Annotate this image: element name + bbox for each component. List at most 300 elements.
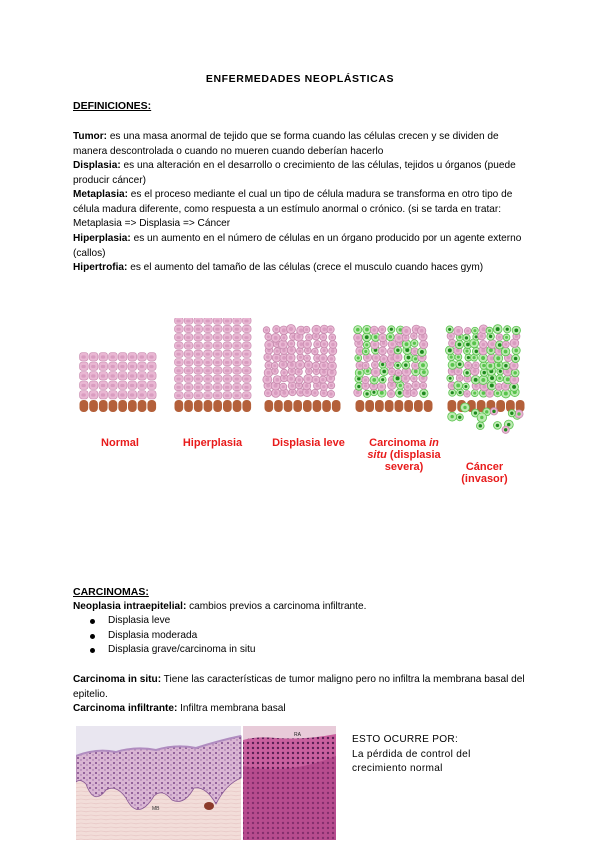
cell-nucleus [464, 385, 467, 388]
cell-nucleus [330, 357, 333, 360]
definition-metaplasia [73, 188, 533, 232]
cell-nucleus [225, 361, 229, 364]
cell-nucleus [404, 336, 407, 339]
definition-text: es un aumento en el número de células en un órgano producido por un agente externo (callos) [73, 233, 522, 259]
cell-nucleus [235, 353, 239, 356]
cell-nucleus [414, 364, 417, 367]
cell-nucleus [275, 378, 279, 382]
caption-invasor-word: (invasor) [461, 473, 508, 485]
cell-nucleus [266, 355, 270, 359]
cell-nucleus [504, 343, 507, 346]
cell-nucleus [398, 391, 402, 395]
cell-nucleus [504, 364, 507, 367]
cell-nucleus [466, 392, 469, 395]
neoplasia-text: cambios previos a carcinoma infiltrante. [186, 601, 367, 612]
cell-nucleus [390, 342, 394, 346]
cell-nucleus [306, 357, 309, 360]
caption-cancer-invasor [447, 461, 522, 485]
cell-nucleus [186, 361, 190, 364]
cell-nucleus [506, 370, 510, 374]
cell-nucleus [396, 355, 400, 359]
cell-nucleus [130, 355, 134, 358]
cell-nucleus [273, 364, 276, 367]
side-note-line: La pérdida de control del [352, 748, 471, 760]
cell-nucleus [322, 327, 326, 331]
cell-nucleus [451, 341, 454, 344]
cell-nucleus [381, 363, 384, 366]
cell-nucleus [281, 342, 285, 346]
cell-nucleus [472, 356, 475, 359]
cell-nucleus [307, 370, 310, 373]
cell-nucleus [265, 378, 269, 382]
cell-nucleus [206, 378, 210, 381]
carcinoma-infiltrante-definition [73, 702, 533, 717]
basal-cell [147, 400, 156, 412]
cell-nucleus [244, 328, 248, 331]
cell-nucleus [235, 344, 239, 347]
cell-nucleus [497, 385, 500, 388]
basal-cell [448, 400, 457, 412]
cell-nucleus [267, 364, 270, 367]
cell-nucleus [196, 353, 200, 356]
basal-cell [204, 400, 213, 412]
cell-nucleus [149, 374, 153, 377]
cell-nucleus [497, 363, 501, 367]
cell-nucleus [274, 370, 277, 373]
cell-nucleus [140, 374, 144, 377]
cell-nucleus [466, 377, 469, 380]
cell-nucleus [496, 356, 500, 360]
definition-label: Hipertrofia: [73, 262, 128, 273]
cell-nucleus [396, 349, 399, 352]
cell-nucleus [140, 355, 144, 358]
cell-nucleus [422, 384, 425, 387]
cell-nucleus [282, 376, 285, 379]
neoplasia-label: Neoplasia intraepitelial: [73, 601, 187, 612]
cell-nucleus [235, 328, 239, 331]
cell-nucleus [382, 357, 385, 360]
cell-nucleus [225, 336, 229, 339]
cell-nucleus [405, 342, 409, 346]
cell-nucleus [488, 329, 491, 332]
cell-nucleus [449, 377, 452, 380]
basal-cell [365, 400, 374, 412]
cell-nucleus [316, 343, 319, 346]
cell-nucleus [314, 335, 317, 338]
dysplasia-bullet-list [90, 614, 256, 658]
basal-cell [404, 400, 413, 412]
definition-text: es el aumento del tamaño de las células (crece el musculo cuando haces gym) [127, 262, 484, 273]
bullet-dot [90, 634, 95, 639]
cell-nucleus [356, 391, 360, 395]
cell-nucleus [81, 384, 85, 387]
cell-nucleus [366, 369, 369, 372]
blood-cell [204, 802, 214, 810]
cell-nucleus [412, 335, 415, 338]
side-note-heading: ESTO OCURRE POR: [352, 734, 459, 745]
cell-nucleus [244, 386, 248, 389]
cell-nucleus [365, 343, 368, 346]
cell-nucleus [322, 342, 325, 345]
caption-in-word: in [429, 437, 439, 449]
cell-nucleus [225, 378, 229, 381]
cell-nucleus [206, 319, 210, 322]
cell-nucleus [130, 384, 134, 387]
cell-nucleus [215, 386, 219, 389]
cell-nucleus [330, 384, 333, 387]
cell-nucleus [299, 356, 302, 359]
cell-nucleus [358, 349, 362, 353]
cell-nucleus [186, 394, 190, 397]
cell-nucleus [91, 374, 95, 377]
cell-nucleus [101, 384, 105, 387]
cell-nucleus [130, 374, 134, 377]
basal-cell [109, 400, 118, 412]
cell-nucleus [372, 378, 376, 382]
cell-nucleus [215, 353, 219, 356]
cell-nucleus [307, 363, 311, 367]
cell-nucleus [289, 327, 293, 331]
cell-nucleus [504, 391, 508, 395]
cell-nucleus [496, 327, 500, 331]
cell-nucleus [329, 392, 332, 395]
cell-nucleus [149, 384, 153, 387]
cell-nucleus [186, 319, 190, 322]
basal-cell [89, 400, 98, 412]
cell-nucleus [358, 364, 362, 368]
cell-nucleus [176, 394, 180, 397]
cell-nucleus [282, 391, 286, 395]
cell-nucleus [356, 328, 360, 332]
cell-nucleus [481, 378, 485, 382]
cell-nucleus [290, 348, 294, 352]
cell-nucleus [206, 344, 210, 347]
cell-nucleus [291, 391, 294, 394]
cell-nucleus [196, 369, 200, 372]
cell-nucleus [514, 357, 518, 361]
cell-nucleus [215, 378, 219, 381]
cell-nucleus [406, 385, 409, 388]
cell-nucleus [498, 336, 501, 339]
cell-nucleus [316, 384, 320, 388]
basal-cell [223, 400, 232, 412]
basal-cell [274, 400, 283, 412]
cell-nucleus [235, 394, 239, 397]
cell-nucleus [321, 356, 325, 360]
cell-nucleus [299, 329, 303, 333]
cell-nucleus [322, 335, 325, 338]
cell-nucleus [473, 329, 476, 332]
basal-cell [293, 400, 302, 412]
cell-nucleus [331, 343, 335, 347]
cell-nucleus [482, 391, 486, 395]
cell-nucleus [176, 344, 180, 347]
cell-nucleus [512, 385, 516, 389]
cell-nucleus [473, 392, 476, 395]
cell-nucleus [323, 349, 326, 352]
list-item-text: Displasia leve [108, 615, 171, 626]
cell-nucleus [149, 393, 153, 396]
cell-nucleus [480, 416, 483, 419]
carcinomas-heading: CARCINOMAS: [73, 586, 149, 598]
insitu-text: Tiene las características de tumor maligno pero no infiltra la membrana basal del epitelio. [73, 674, 525, 700]
cell-nucleus [390, 328, 393, 331]
cell-nucleus [176, 336, 180, 339]
definition-text: es el proceso mediante el cual un tipo de célula madura se transforma en otro tipo de célula madura diferente, como respuesta a un estímulo anormal o crónico. (si se tarda en tratar: Metaplasia => Displasia => Cáncer [73, 189, 513, 230]
cell-nucleus [507, 356, 511, 360]
cell-nucleus [374, 370, 378, 374]
cell-nucleus [244, 378, 248, 381]
cell-nucleus [405, 391, 409, 395]
cell-nucleus [465, 371, 468, 374]
basal-cell [99, 400, 108, 412]
side-note-line: crecimiento normal [352, 763, 443, 775]
cell-nucleus [91, 355, 95, 358]
cell-nucleus [512, 378, 516, 382]
cell-nucleus [235, 369, 239, 372]
cell-nucleus [299, 391, 302, 394]
cell-nucleus [322, 391, 325, 394]
cell-nucleus [130, 365, 134, 368]
cell-nucleus [235, 319, 239, 322]
cell-nucleus [482, 371, 485, 374]
cell-nucleus [465, 336, 468, 339]
basal-cell [284, 400, 293, 412]
cell-nucleus [505, 336, 508, 339]
definition-label: Displasia: [73, 160, 121, 171]
cell-nucleus [475, 350, 478, 353]
cell-nucleus [414, 370, 418, 374]
cell-nucleus [504, 350, 508, 354]
cell-nucleus [474, 411, 477, 414]
cell-nucleus [101, 393, 105, 396]
bullet-dot [90, 648, 95, 653]
cell-nucleus [474, 384, 478, 388]
cell-nucleus [206, 336, 210, 339]
cell-nucleus [305, 328, 308, 331]
list-item-text: Displasia moderada [108, 629, 198, 641]
cell-nucleus [381, 328, 384, 331]
cell-nucleus [101, 355, 105, 358]
basal-cell [118, 400, 127, 412]
cell-nucleus [474, 364, 477, 367]
basal-cell [138, 400, 147, 412]
basal-cell [356, 400, 365, 412]
cell-nucleus [215, 344, 219, 347]
cell-nucleus [414, 384, 418, 388]
cell-nucleus [407, 356, 411, 360]
cell-nucleus [186, 386, 190, 389]
cell-nucleus [513, 371, 516, 374]
cell-nucleus [474, 378, 478, 382]
cell-nucleus [364, 350, 367, 353]
cell-nucleus [120, 365, 124, 368]
cell-nucleus [290, 384, 294, 388]
cell-nucleus [472, 341, 476, 345]
cell-nucleus [496, 424, 499, 427]
cell-nucleus [140, 384, 144, 387]
micrograph-right [243, 726, 336, 840]
cell-nucleus [275, 328, 278, 331]
cell-nucleus [399, 384, 402, 387]
cell-nucleus [282, 385, 285, 388]
cell-nucleus [299, 342, 303, 346]
cell-nucleus [235, 336, 239, 339]
cell-nucleus [267, 343, 271, 347]
cell-nucleus [381, 378, 384, 381]
definition-label: Hiperplasia: [73, 233, 131, 244]
cell-nucleus [473, 369, 477, 373]
cell-nucleus [488, 391, 492, 395]
cell-nucleus [506, 328, 509, 331]
cell-nucleus [466, 343, 470, 347]
cell-nucleus [365, 328, 369, 332]
cell-nucleus [456, 349, 460, 353]
cell-nucleus [450, 415, 453, 418]
list-item [90, 643, 256, 658]
cell-nucleus [365, 335, 369, 339]
basal-cell [80, 400, 89, 412]
cell-nucleus [504, 428, 507, 431]
cell-nucleus [514, 349, 518, 353]
cell-nucleus [512, 364, 516, 368]
cell-nucleus [196, 394, 200, 397]
epithelium-micrographs [76, 726, 336, 840]
cell-nucleus [225, 386, 229, 389]
cell-nucleus [186, 378, 190, 381]
cell-nucleus [412, 377, 415, 380]
cell-nucleus [244, 394, 248, 397]
cell-nucleus [322, 363, 326, 367]
cell-nucleus [101, 365, 105, 368]
cell-nucleus [306, 377, 310, 381]
cell-nucleus [81, 355, 85, 358]
cell-nucleus [196, 344, 200, 347]
cell-nucleus [196, 336, 200, 339]
cell-nucleus [422, 392, 426, 396]
cell-nucleus [225, 353, 229, 356]
cell-nucleus [81, 365, 85, 368]
cell-nucleus [206, 386, 210, 389]
cell-nucleus [206, 328, 210, 331]
definition-hipertrofia [73, 261, 533, 276]
cell-nucleus [458, 416, 461, 419]
cell-nucleus [297, 335, 301, 339]
cell-nucleus [492, 410, 495, 413]
cell-nucleus [512, 341, 516, 345]
cell-nucleus [186, 353, 190, 356]
cell-nucleus [275, 342, 278, 345]
cell-nucleus [490, 342, 494, 346]
cell-nucleus [331, 349, 335, 353]
cell-nucleus [420, 329, 424, 333]
cell-nucleus [130, 393, 134, 396]
cell-nucleus [397, 336, 401, 340]
cell-nucleus [149, 355, 153, 358]
caption-normal: Normal [101, 437, 139, 449]
cell-nucleus [422, 343, 426, 347]
definition-displasia [73, 159, 533, 188]
cell-nucleus [357, 385, 360, 388]
definition-label: Metaplasia: [73, 189, 128, 200]
page-title: ENFERMEDADES NEOPLÁSTICAS [205, 73, 395, 85]
cell-nucleus [215, 361, 219, 364]
definition-text: es una masa anormal de tejido que se forma cuando las células crecen y se dividen de manera descontrolada o cuando no mueren cuando deberían hacerlo [73, 131, 499, 157]
cell-nucleus [176, 361, 180, 364]
cell-nucleus [482, 364, 485, 367]
cell-nucleus [235, 378, 239, 381]
cell-nucleus [448, 348, 452, 352]
cell-nucleus [282, 336, 285, 339]
cell-nucleus [215, 319, 219, 322]
basal-cell [414, 400, 423, 412]
cell-nucleus [380, 385, 384, 389]
basal-cell [375, 400, 384, 412]
basal-cell [313, 400, 322, 412]
basal-cell [233, 400, 242, 412]
cell-nucleus [225, 319, 229, 322]
cell-nucleus [176, 328, 180, 331]
basal-cell [424, 400, 433, 412]
neoplasia-intraepitelial [73, 600, 533, 615]
cell-nucleus [225, 394, 229, 397]
cell-nucleus [215, 328, 219, 331]
cell-nucleus [449, 334, 452, 337]
cell-nucleus [81, 374, 85, 377]
cell-nucleus [215, 394, 219, 397]
cell-nucleus [467, 356, 470, 359]
cell-nucleus [196, 378, 200, 381]
cell-nucleus [281, 363, 285, 367]
cell-nucleus [366, 356, 370, 360]
cell-nucleus [266, 392, 269, 395]
basal-cell [395, 400, 404, 412]
cell-nucleus [274, 391, 278, 395]
basal-cell [265, 400, 274, 412]
cell-nucleus [364, 384, 367, 387]
cell-nucleus [382, 370, 386, 374]
infiltrante-label: Carcinoma infiltrante: [73, 703, 178, 714]
cell-nucleus [465, 349, 468, 352]
cell-nucleus [276, 350, 279, 353]
cell-nucleus [364, 364, 367, 367]
cell-nucleus [331, 336, 334, 339]
cell-nucleus [305, 390, 309, 394]
cell-nucleus [507, 423, 510, 426]
cell-nucleus [91, 384, 95, 387]
cell-nucleus [298, 363, 302, 367]
cell-nucleus [388, 363, 391, 366]
cell-nucleus [305, 342, 309, 346]
cell-nucleus [313, 391, 316, 394]
cell-nucleus [206, 394, 210, 397]
cell-nucleus [196, 386, 200, 389]
cell-nucleus [404, 363, 408, 367]
cell-nucleus [396, 376, 400, 380]
cell-nucleus [450, 363, 454, 367]
cell-nucleus [396, 364, 399, 367]
cell-nucleus [321, 378, 324, 381]
cell-nucleus [412, 391, 415, 394]
cell-nucleus [404, 370, 408, 374]
cell-nucleus [149, 365, 153, 368]
caption-displasia-leve: Displasia leve [272, 437, 345, 449]
bullet-dot [90, 619, 95, 624]
basal-cell [322, 400, 331, 412]
definitions-heading: DEFINICIONES: [73, 100, 152, 112]
cell-nucleus [290, 369, 293, 372]
cell-nucleus [489, 335, 492, 338]
